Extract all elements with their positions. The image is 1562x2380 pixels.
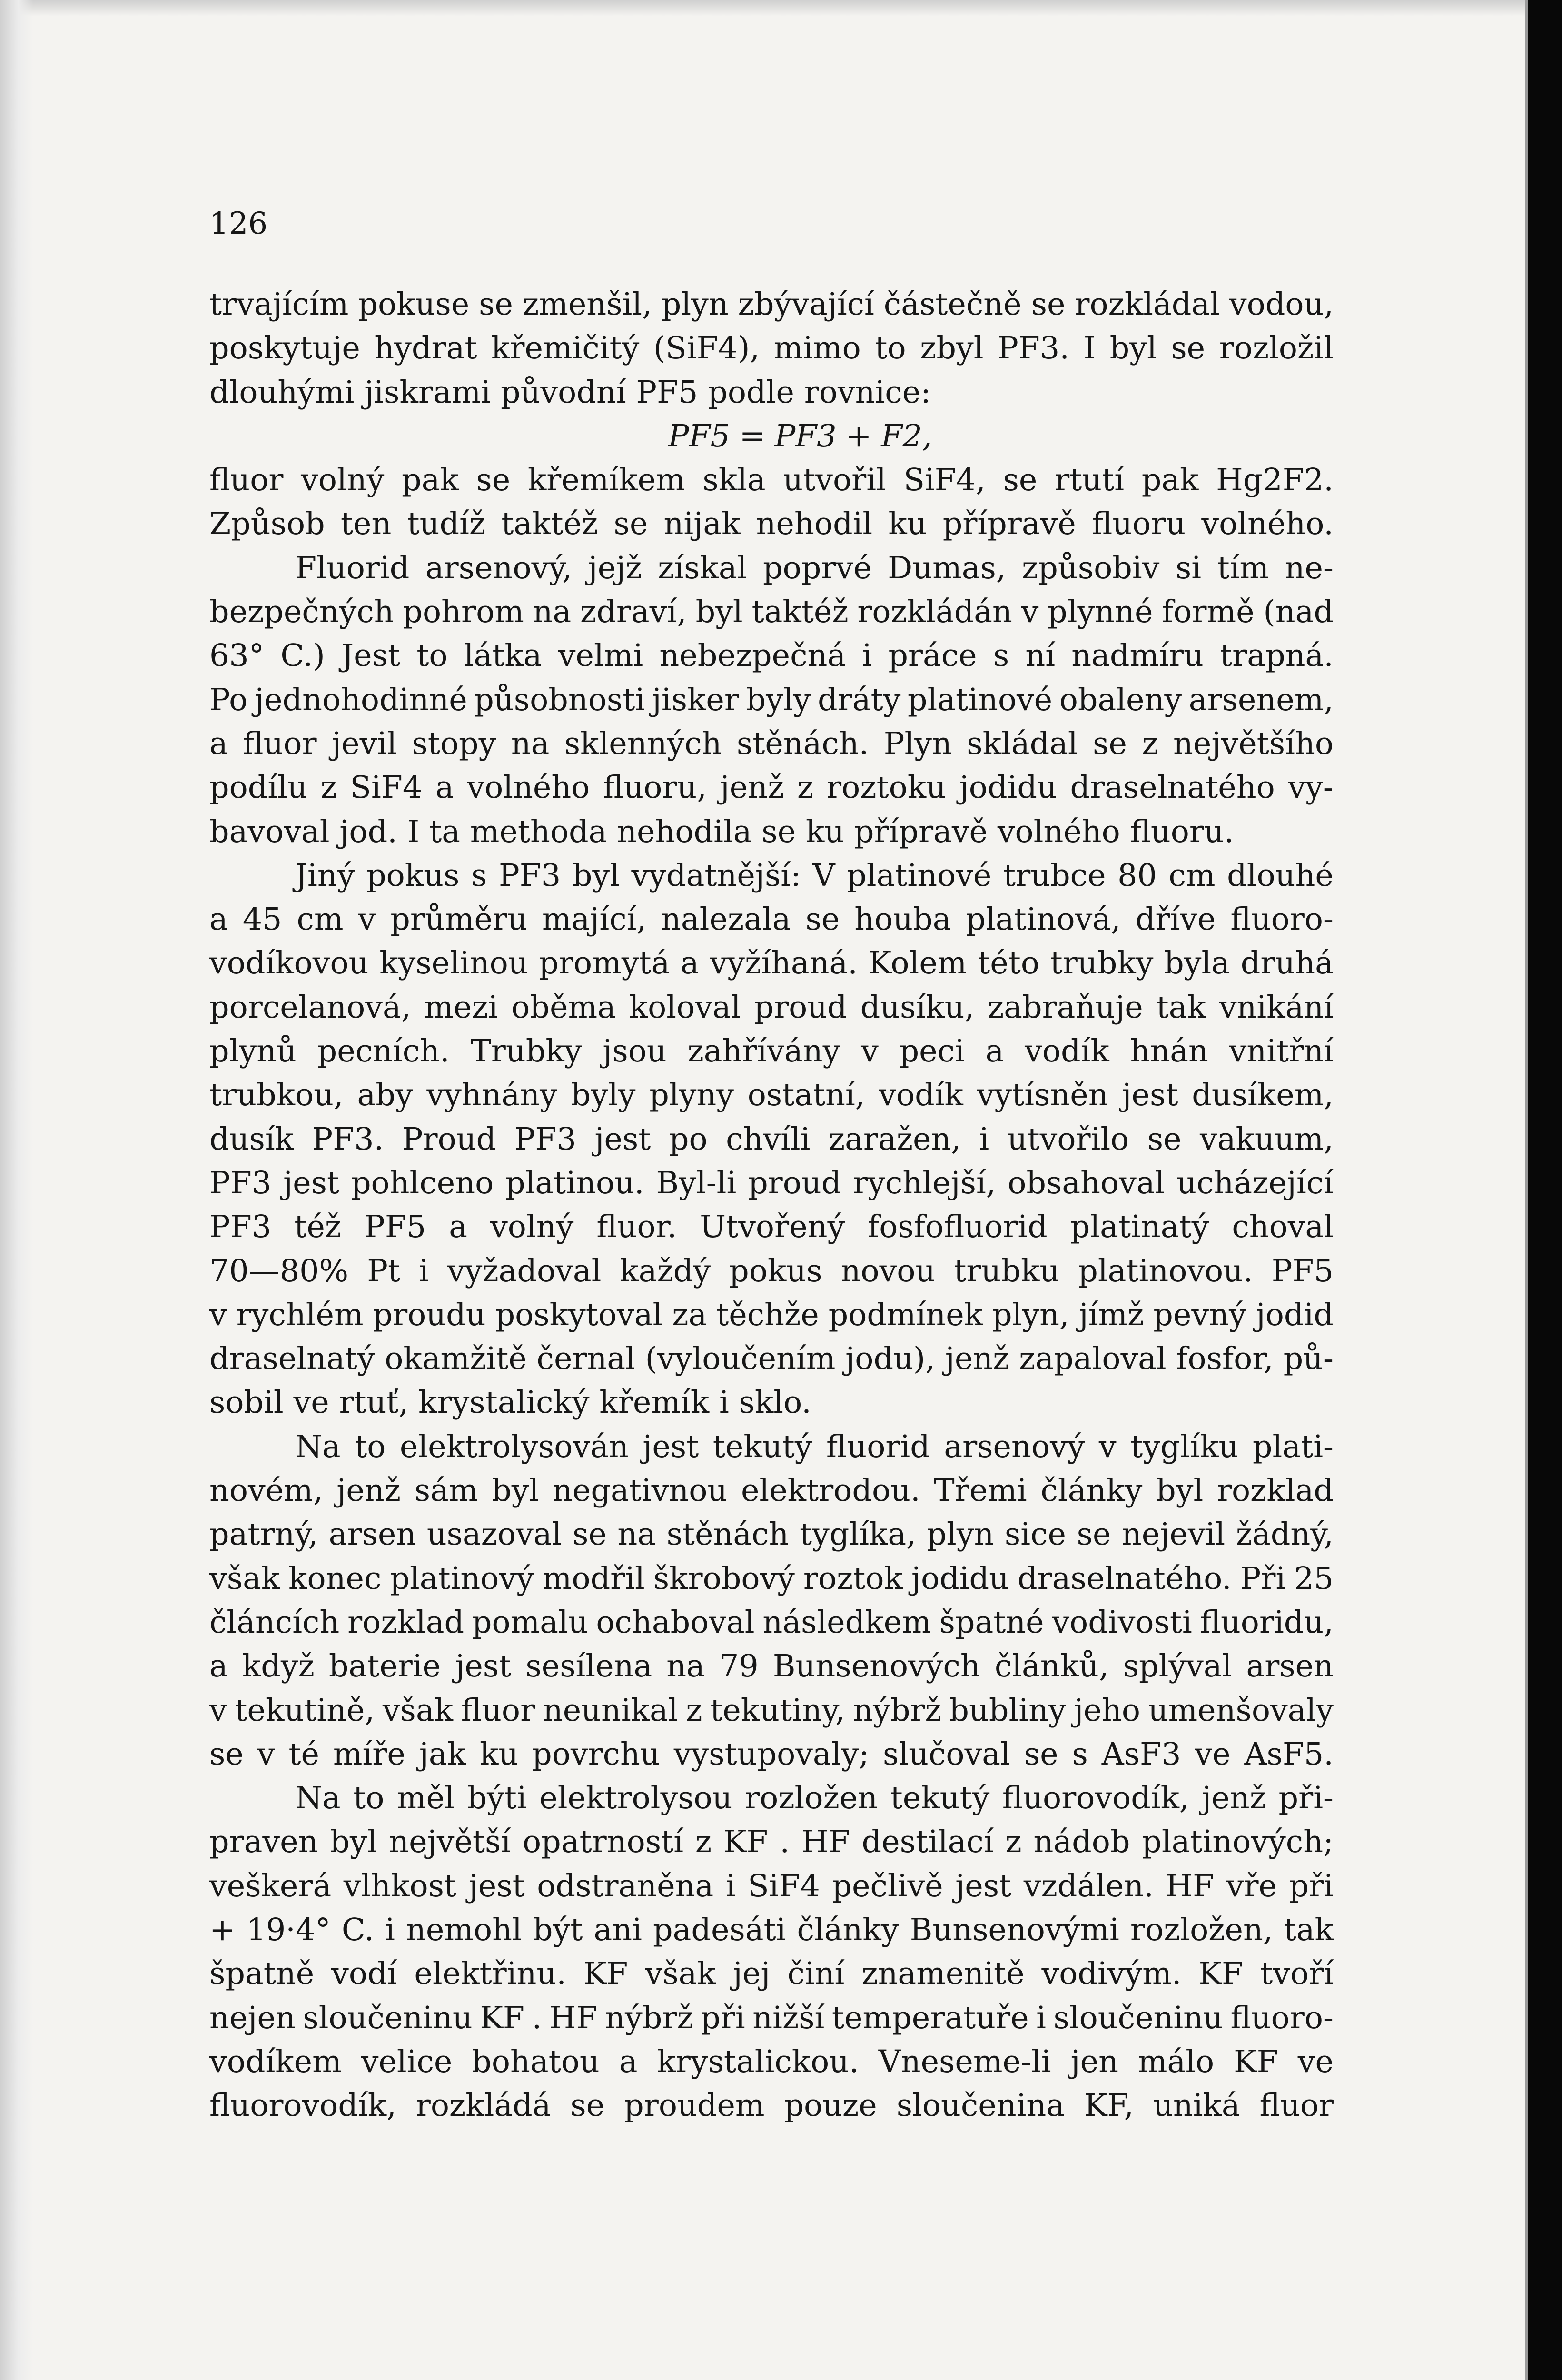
text-line: Jiný pokus s PF3 byl vydatnější: V platinové trubce 80 cm dlouhé xyxy=(295,857,1334,893)
text-line: a fluor jevil stopy na sklenných stěnách. Plyn skládal se z největšího xyxy=(209,725,1334,762)
text-line: 70—80% Pt i vyžadoval každý pokus novou trubku platinovou. PF5 xyxy=(209,1253,1334,1289)
text-line: Na to elektrolysován jest tekutý fluorid arsenový v tyglíku plati- xyxy=(295,1428,1334,1465)
scan-top-edge xyxy=(0,0,1528,16)
text-line: se v té míře jak ku povrchu vystupovaly; slučoval se s AsF3 ve AsF5. xyxy=(209,1736,1334,1772)
text-line: praven byl největší opatrností z KF . HF destilací z nádob platinových; xyxy=(209,1824,1334,1860)
text-line: Způsob ten tudíž taktéž se nijak nehodil ku přípravě fluoru volného. xyxy=(209,506,1334,542)
scan-left-edge xyxy=(0,0,33,2380)
text-line: trubkou, aby vyhnány byly plyny ostatní, vodík vytísněn jest dusíkem, xyxy=(209,1077,1334,1113)
text-line: PF3 jest pohlceno platinou. Byl-li proud rychlejší, obsahoval ucházející xyxy=(209,1165,1334,1201)
text-line: porcelanová, mezi oběma koloval proud dusíku, zabraňuje tak vnikání xyxy=(209,989,1334,1025)
text-line: trvajícím pokuse se zmenšil, plyn zbývající částečně se rozkládal vodou, xyxy=(209,287,1334,322)
text-line: článcích rozklad pomalu ochaboval následkem špatné vodivosti fluoridu, xyxy=(209,1604,1334,1640)
scan-right-edge xyxy=(1528,0,1562,2380)
body-text xyxy=(209,283,1334,2128)
text-line: dlouhými jiskrami původní PF5 podle rovnice: xyxy=(209,374,931,410)
text-line: špatně vodí elektřinu. KF však jej činí znamenitě vodivým. KF tvoří xyxy=(209,1956,1334,1992)
text-line: PF3 též PF5 a volný fluor. Utvořený fosfofluorid platinatý choval xyxy=(209,1209,1334,1245)
text-line: podílu z SiF4 a volného fluoru, jenž z roztoku jodidu draselnatého vy- xyxy=(209,770,1334,806)
text-line: 63° C.) Jest to látka velmi nebezpečná i práce s ní nadmíru trapná. xyxy=(209,638,1334,674)
text-line: nejen sloučeninu KF . HF nýbrž při nižší temperatuře i sloučeninu fluoro- xyxy=(209,2000,1334,2036)
text-line: dusík PF3. Proud PF3 jest po chvíli zaražen, i utvořilo se vakuum, xyxy=(209,1121,1334,1157)
text-line: však konec platinový modřil škrobový roztok jodidu draselnatého. Při 25 xyxy=(209,1560,1334,1597)
text-line: poskytuje hydrat křemičitý (SiF4), mimo to zbyl PF3. I byl se rozložil xyxy=(209,330,1334,367)
text-line: sobil ve rtuť, krystalický křemík i sklo. xyxy=(209,1385,811,1421)
text-line: Na to měl býti elektrolysou rozložen tekutý fluorovodík, jenž při- xyxy=(295,1780,1334,1816)
text-line: novém, jenž sám byl negativnou elektrodou. Třemi články byl rozklad xyxy=(209,1473,1334,1509)
text-line: bezpečných pohrom na zdraví, byl taktéž rozkládán v plynné formě (nad xyxy=(209,594,1334,630)
text-line: a 45 cm v průměru mající, nalezala se houba platinová, dříve fluoro- xyxy=(209,902,1334,938)
text-line: vodíkem velice bohatou a krystalickou. Vneseme-li jen málo KF ve xyxy=(209,2043,1334,2080)
equation-line: PF5 = PF3 + F2, xyxy=(668,418,932,454)
text-line: veškerá vlhkost jest odstraněna i SiF4 pečlivě jest vzdálen. HF vře při xyxy=(209,1868,1334,1904)
text-line: bavoval jod. I ta methoda nehodila se ku přípravě volného fluoru. xyxy=(209,813,1234,850)
text-line: fluor volný pak se křemíkem skla utvořil SiF4, se rtutí pak Hg2F2. xyxy=(209,462,1334,498)
text-line: v rychlém proudu poskytoval za těchže podmínek plyn, jímž pevný jodid xyxy=(209,1297,1334,1333)
text-line: fluorovodík, rozkládá se proudem pouze sloučenina KF, uniká fluor xyxy=(209,2088,1334,2124)
text-line: + 19·4° C. i nemohl být ani padesáti články Bunsenovými rozložen, tak xyxy=(209,1912,1334,1948)
text-line: v tekutině, však fluor neunikal z tekutiny, nýbrž bubliny jeho umenšovaly xyxy=(209,1692,1334,1728)
text-line: draselnatý okamžitě černal (vyloučením jodu), jenž zapaloval fosfor, pů- xyxy=(209,1341,1334,1377)
page-number: 126 xyxy=(209,206,268,241)
text-line: vodíkovou kyselinou promytá a vyžíhaná. Kolem této trubky byla druhá xyxy=(209,945,1334,982)
text-line: Fluorid arsenový, jejž získal poprvé Dumas, způsobiv si tím ne- xyxy=(295,550,1334,586)
text-line: plynů pecních. Trubky jsou zahřívány v peci a vodík hnán vnitřní xyxy=(209,1033,1334,1070)
text-line: a když baterie jest sesílena na 79 Bunsenových článků, splýval arsen xyxy=(209,1648,1334,1685)
text-line: Po jednohodinné působnosti jisker byly dráty platinové obaleny arsenem, xyxy=(209,682,1334,718)
text-line: patrný, arsen usazoval se na stěnách tyglíka, plyn sice se nejevil žádný, xyxy=(209,1517,1334,1553)
